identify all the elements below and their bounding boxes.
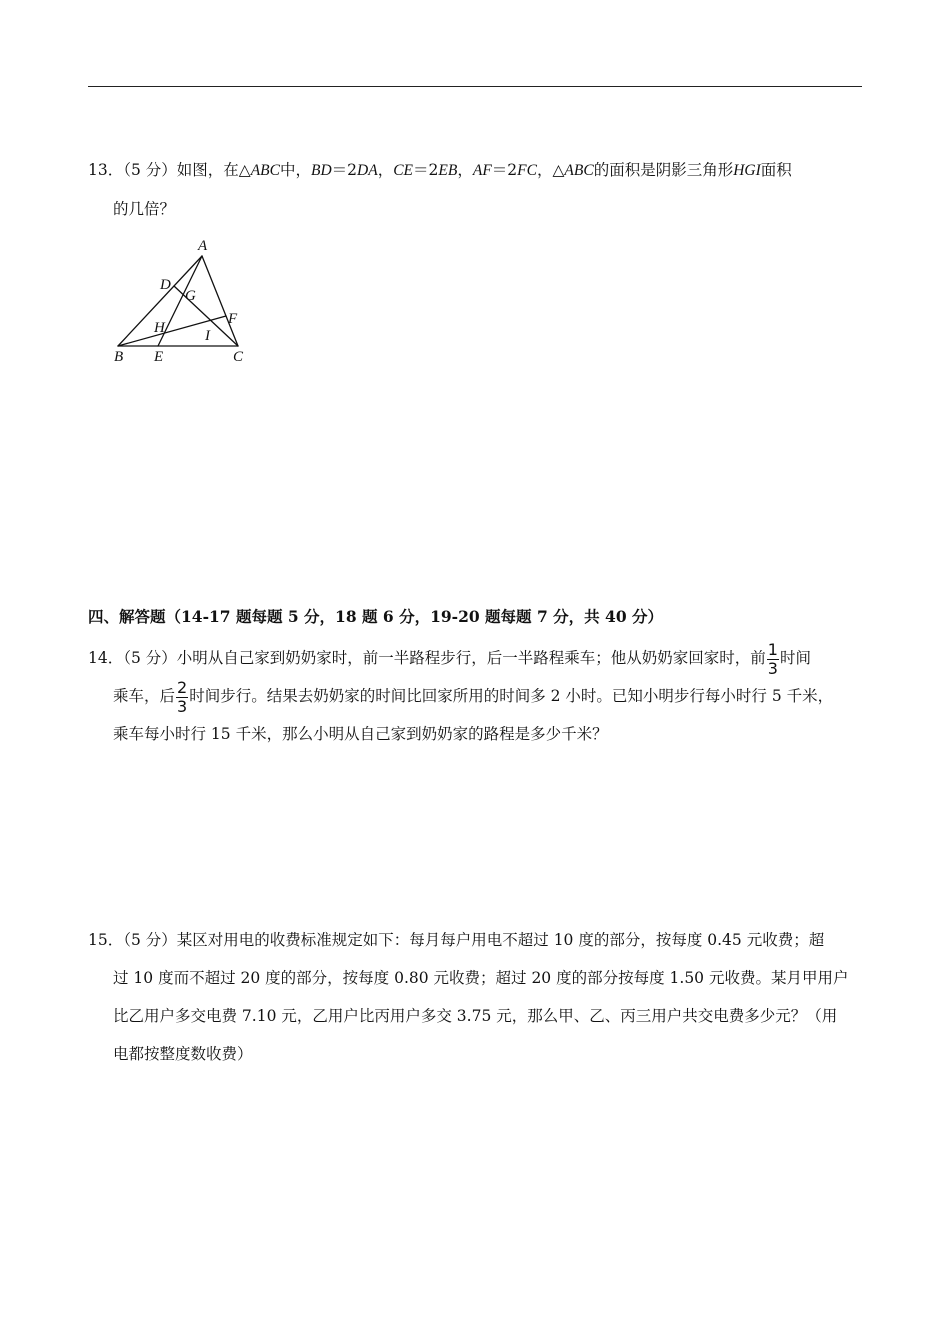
- header-rule: [88, 86, 862, 87]
- section-heading: 四、解答题（14-17 题每题 5 分，18 题 6 分，19-20 题每题 7 分，共 40 分）: [88, 607, 664, 626]
- q15-body: 过 10 度而不超过 20 度的部分，按每度 0.80 元收费；超过 20 度的部分按每度 1.50 元收费。某月甲用户 比乙用户多交电费 7.10 元，乙用户比丙用户多交 3.75 元，那么甲、乙、丙三用户共交电费多少元？（用 电都按整度数收费）: [113, 969, 849, 1063]
- question-14: 14．（5 分）小明从自己家到奶奶家时，前一半路程步行，后一半路程乘车；他从奶奶家回家时，前 $\frac{1}{3}$ 时间 乘车，后 $\frac{2}{3}$ 时间步行。结果去奶奶家的时间比回家所用的时间多 2 小时。已知小明步行每小时行 5 千米， 乘车每小时行 15 千米，那么小明从自己家到奶奶家的路程是多少千米？: [88, 639, 864, 753]
- q13-number: 13．（5 分）: [88, 161, 177, 179]
- label-a: A: [198, 238, 208, 254]
- q14-body: 乘车，后 $\frac{2}{3}$ 时间步行。结果去奶奶家的时间比回家所用的时间多 2 小时。已知小明步行每小时行 5 千米， 乘车每小时行 15 千米，那么小明从自己家到奶奶家的路程是多少千米？: [113, 677, 834, 743]
- q15-number: 15．（5 分）: [88, 931, 177, 949]
- label-e: E: [154, 349, 164, 365]
- label-h: H: [154, 320, 165, 336]
- label-f: F: [228, 311, 238, 327]
- question-15: 15．（5 分）某区对用电的收费标准规定如下：每月每户用电不超过 10 度的部分，按每度 0.45 元收费；超 过 10 度而不超过 20 度的部分，按每度 0.80 元收费；超过 20 度的部分按每度 1.50 元收费。某月甲用户 比乙用户多交电费 7.10 元，乙用户比丙用户多交 3.75 元，那么甲、乙、丙三用户共交电费多少元？（用 电都按整度数收费）: [88, 921, 864, 1073]
- question-13: 13．（5 分）如图，在△ABC中，BD＝2DA，CE＝2EB，AF＝2FC，△ABC的面积是阴影三角形HGI面积 的几倍？: [88, 151, 864, 228]
- label-b: B: [114, 349, 124, 365]
- label-i: I: [205, 328, 210, 344]
- label-d: D: [160, 277, 171, 293]
- fraction-two-thirds: $\frac{2}{3}$: [177, 677, 188, 716]
- triangle-diagram: [108, 234, 268, 369]
- triangle-figure: [108, 234, 268, 369]
- fraction-one-third: $\frac{1}{3}$: [767, 639, 778, 678]
- q14-number: 14．（5 分）: [88, 649, 177, 667]
- q13-line2: 的几倍？: [113, 200, 176, 218]
- label-c: C: [233, 349, 244, 365]
- label-g: G: [185, 288, 196, 304]
